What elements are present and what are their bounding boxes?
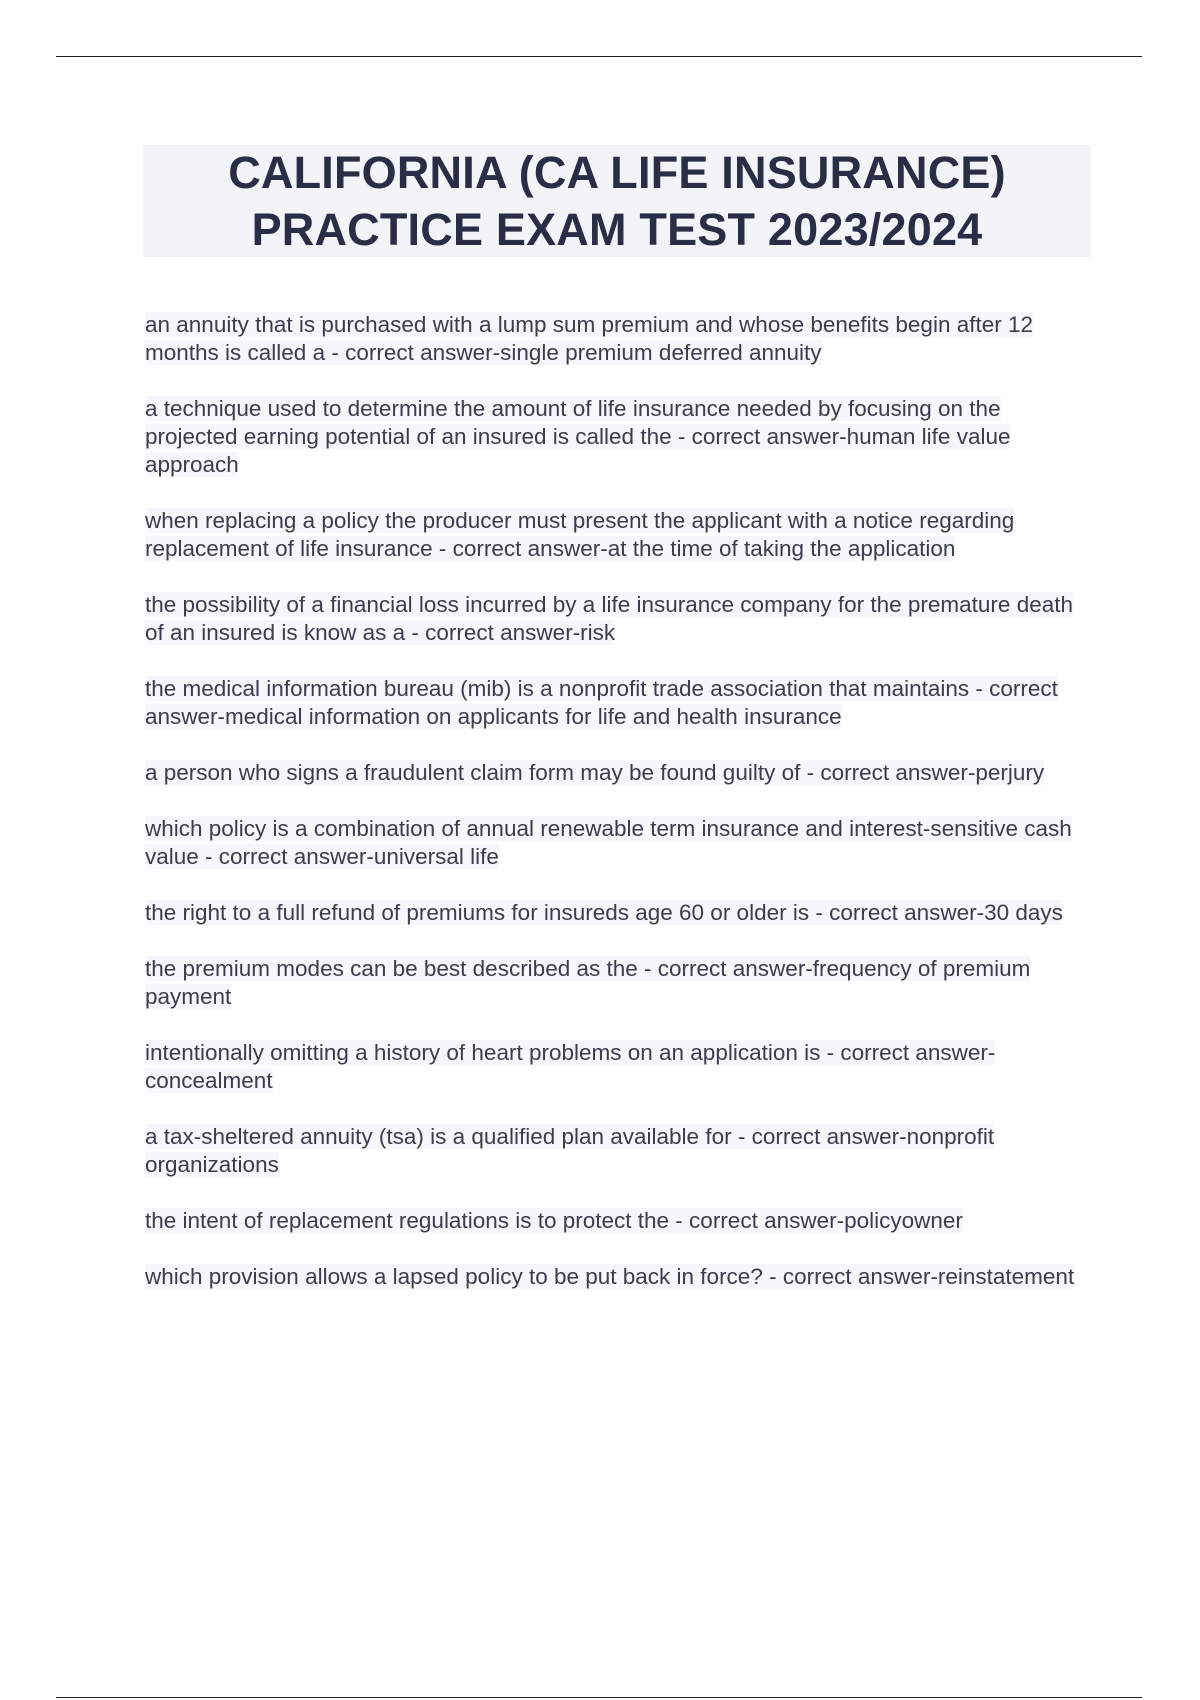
qa-text: which policy is a combination of annual renewable term insurance and interest-sensitive cash value - correct answer-universal life <box>145 816 1072 869</box>
qa-text: the right to a full refund of premiums for insureds age 60 or older is - correct answer-30 days <box>145 900 1063 925</box>
qa-text: a person who signs a fraudulent claim form may be found guilty of - correct answer-perjury <box>145 760 1045 785</box>
qa-item <box>145 395 1095 479</box>
qa-item <box>145 815 1095 871</box>
qa-item <box>145 1263 1095 1291</box>
qa-item <box>145 759 1095 787</box>
qa-item <box>145 311 1095 367</box>
qa-text: intentionally omitting a history of heart problems on an application is - correct answer-concealment <box>145 1040 996 1093</box>
qa-text: the intent of replacement regulations is to protect the - correct answer-policyowner <box>145 1208 963 1233</box>
qa-text: when replacing a policy the producer must present the applicant with a notice regarding replacement of life insurance - correct answer-at the time of taking the application <box>145 508 1015 561</box>
qa-item <box>145 675 1095 731</box>
qa-text: which provision allows a lapsed policy to be put back in force? - correct answer-reinstatement <box>145 1264 1075 1289</box>
qa-text: the medical information bureau (mib) is a nonprofit trade association that maintains - correct answer-medical information on applicants for life and health insurance <box>145 676 1058 729</box>
qa-item <box>145 955 1095 1011</box>
qa-item <box>145 899 1095 927</box>
title-block <box>143 145 1091 257</box>
qa-text: an annuity that is purchased with a lump sum premium and whose benefits begin after 12 months is called a - correct answer-single premium deferred annuity <box>145 312 1034 365</box>
top-rule <box>56 56 1142 57</box>
qa-item <box>145 1039 1095 1095</box>
qa-text: the possibility of a financial loss incurred by a life insurance company for the premature death of an insured is know as a - correct answer-risk <box>145 592 1073 645</box>
bottom-rule <box>56 1697 1142 1698</box>
qa-item <box>145 1207 1095 1235</box>
qa-item <box>145 591 1095 647</box>
qa-item <box>145 1123 1095 1179</box>
page-title-line-2: PRACTICE EXAM TEST 2023/2024 <box>251 204 983 255</box>
question-answer-list <box>145 311 1095 1319</box>
page-title-line-1: CALIFORNIA (CA LIFE INSURANCE) <box>228 147 1006 198</box>
qa-text: a technique used to determine the amount of life insurance needed by focusing on the projected earning potential of an insured is called the - correct answer-human life value approach <box>145 396 1011 477</box>
qa-text: the premium modes can be best described as the - correct answer-frequency of premium payment <box>145 956 1031 1009</box>
qa-item <box>145 507 1095 563</box>
qa-text: a tax-sheltered annuity (tsa) is a qualified plan available for - correct answer-nonprofit organizations <box>145 1124 995 1177</box>
